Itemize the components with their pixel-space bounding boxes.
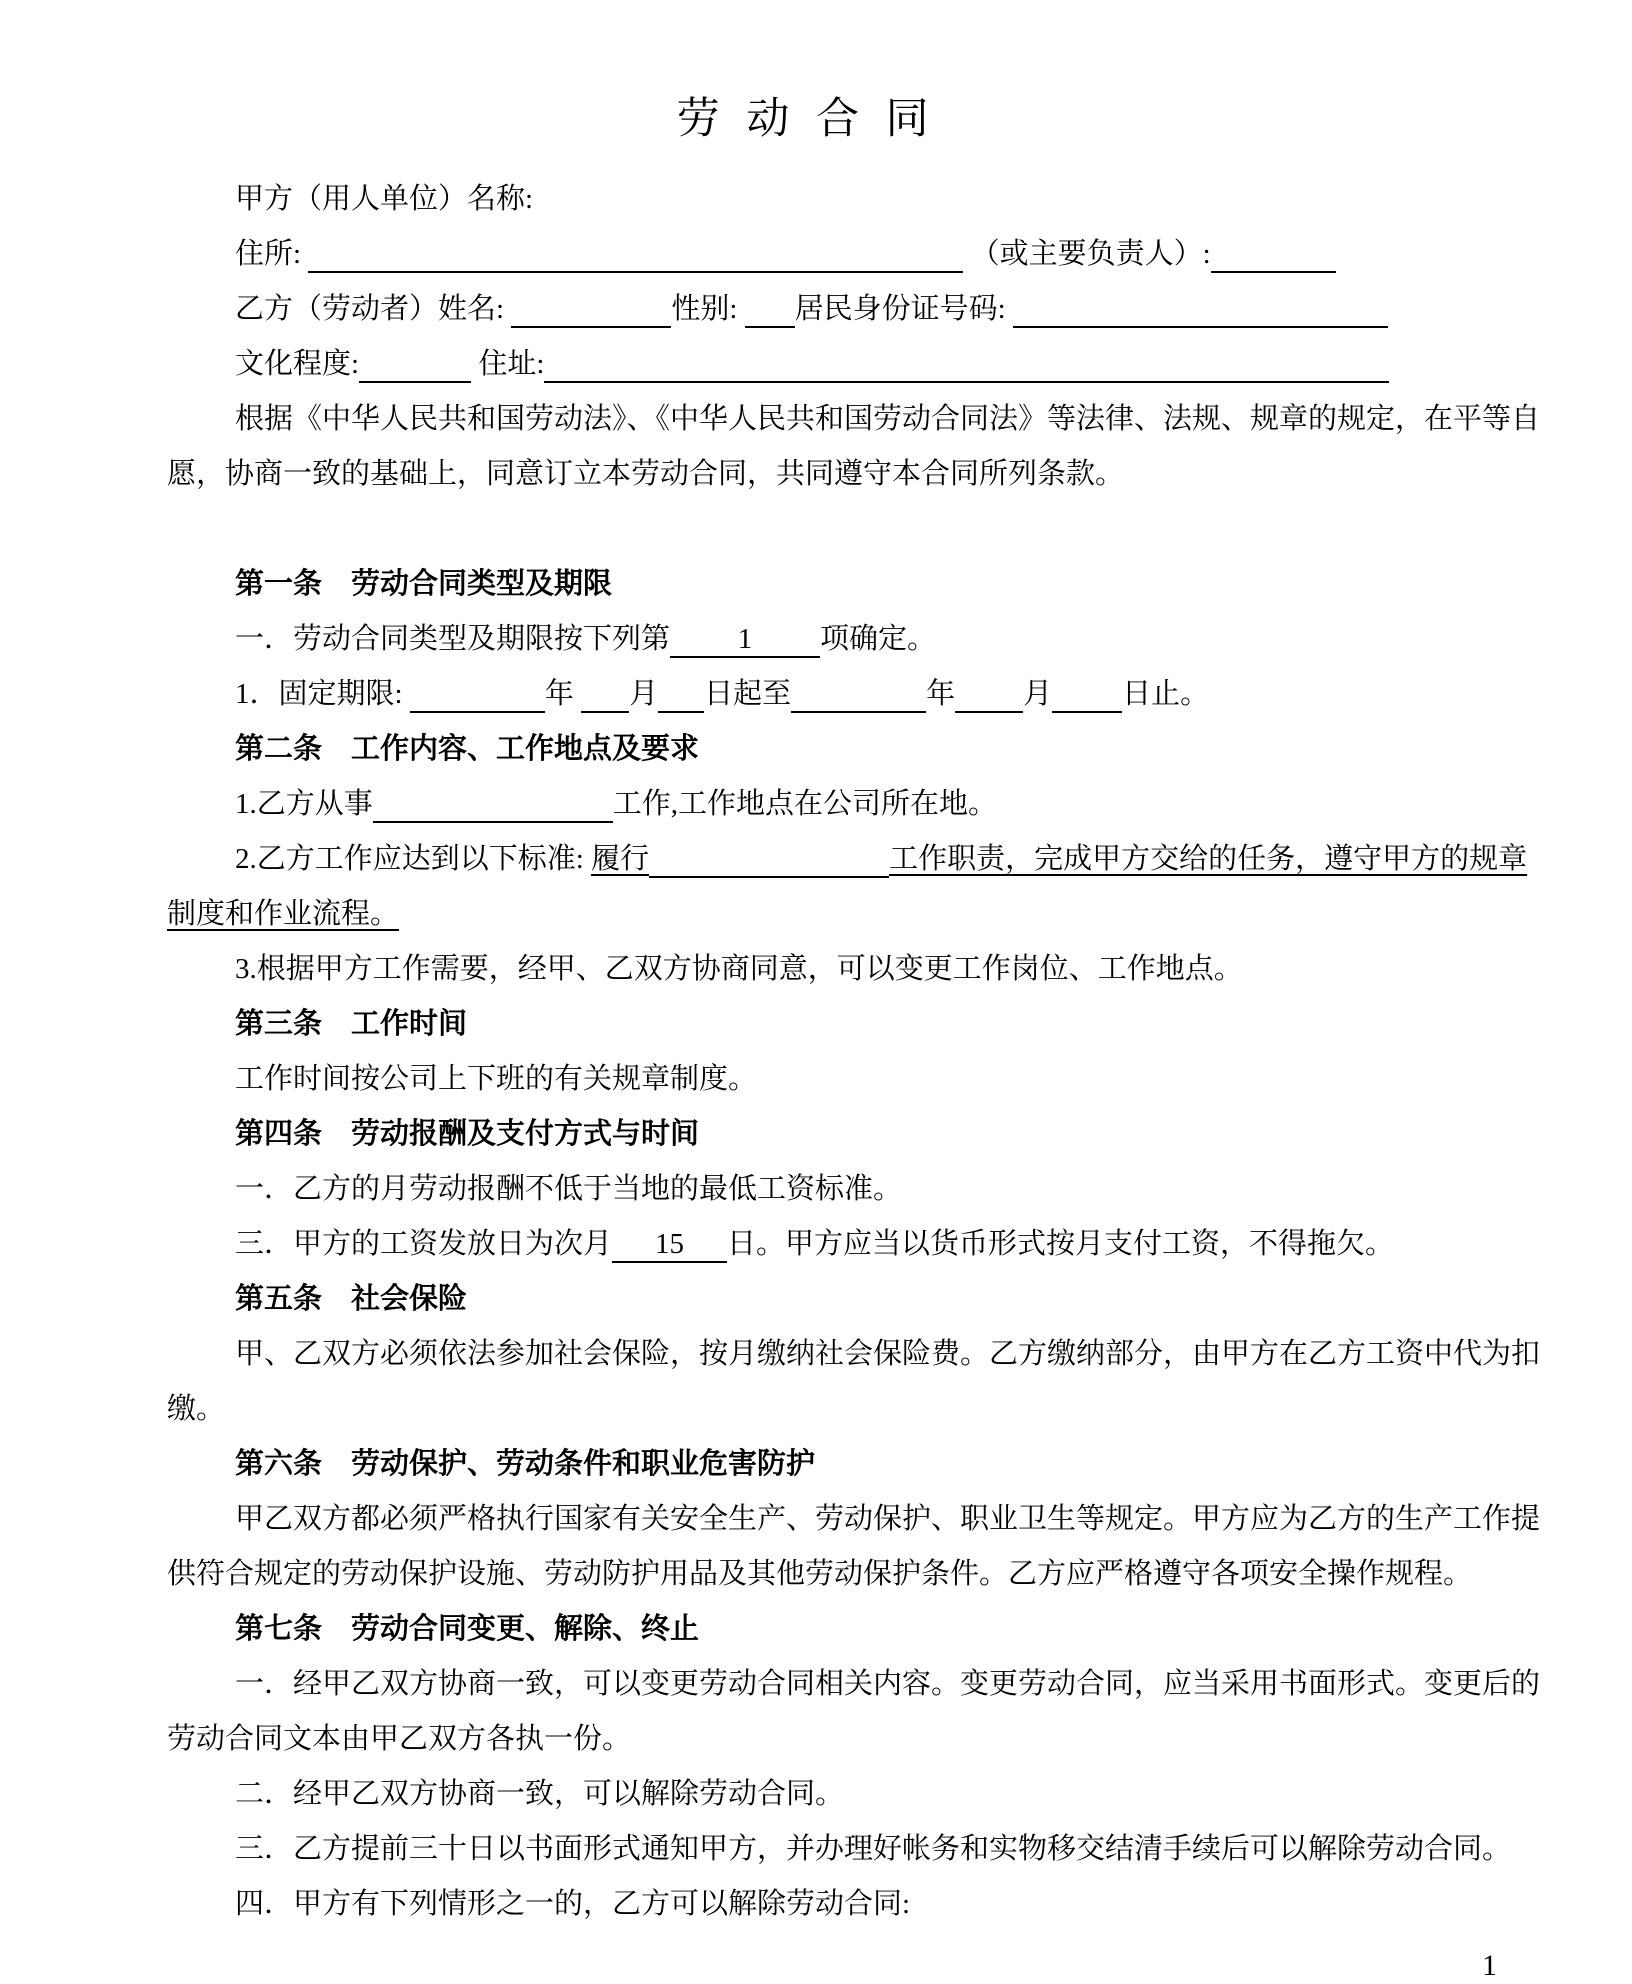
blank-field	[410, 679, 545, 713]
text-segment: 项确定。	[820, 623, 937, 655]
page-number: 1	[1482, 1949, 1497, 1982]
blank-field	[658, 679, 704, 713]
text-segment: 年	[544, 678, 582, 710]
article-1-heading	[167, 557, 1497, 612]
article-4-heading	[167, 1107, 1497, 1162]
blank-field	[511, 294, 671, 328]
article-6-body-line-1	[167, 1492, 1541, 1547]
article-7-item-1-line-2	[167, 1712, 1497, 1767]
article-6-body-line-2	[167, 1547, 1497, 1602]
article-3-body	[167, 1052, 1497, 1107]
blank-field	[373, 789, 613, 823]
blank-spacer-line	[167, 502, 1497, 557]
text-segment: 三．乙方提前三十日以书面形式通知甲方，并办理好帐务和实物移交结清手续后可以解除劳动合同。	[235, 1833, 1512, 1865]
article-7-item-1-line-1	[167, 1657, 1541, 1712]
article-5-heading	[167, 1272, 1497, 1327]
text-segment: 二．经甲乙双方协商一致，可以解除劳动合同。	[235, 1778, 845, 1810]
blank-field	[745, 294, 795, 328]
text-segment: 四．甲方有下列情形之一的，乙方可以解除劳动合同:	[235, 1888, 911, 1920]
article-7-item-2	[167, 1767, 1497, 1822]
text-segment: 劳动合同文本由甲乙双方各执一份。	[167, 1723, 632, 1755]
party-b-info-line	[167, 282, 1497, 337]
article-3-heading	[167, 997, 1497, 1052]
text-segment: 工作职责，完成甲方交给的任务，遵守甲方的规章	[889, 843, 1528, 875]
text-segment: 第二条 工作内容、工作地点及要求	[235, 733, 700, 765]
text-segment: 日起至	[704, 678, 792, 710]
text-segment: 住所:	[235, 238, 309, 270]
text-segment: 乙方（劳动者）姓名:	[235, 293, 512, 325]
article-2-item-2	[167, 832, 1528, 887]
text-segment: 一．劳动合同类型及期限按下列第	[235, 623, 671, 655]
text-segment: 根据《中华人民共和国劳动法》、《中华人民共和国劳动合同法》等法律、法规、规章的规定，在平等自	[235, 403, 1541, 435]
text-segment: 愿，协商一致的基础上，同意订立本劳动合同，共同遵守本合同所列条款。	[167, 458, 1125, 490]
blank-field	[359, 349, 471, 383]
document-body	[167, 172, 1541, 1932]
blank-field	[955, 679, 1023, 713]
blank-field	[649, 844, 889, 878]
document-title: 劳动合同	[676, 96, 956, 143]
text-segment: 月	[629, 678, 659, 710]
text-segment: 缴。	[167, 1393, 226, 1425]
blank-field	[1052, 679, 1122, 713]
text-segment: 工作,工作地点在公司所在地。	[612, 788, 998, 820]
article-2-item-3	[167, 942, 1497, 997]
blank-field	[1013, 294, 1388, 328]
filled-blank-field: 1	[670, 624, 820, 658]
article-4-item-2	[167, 1217, 1497, 1272]
blank-field	[791, 679, 926, 713]
article-2-heading	[167, 722, 1497, 777]
article-2-item-2-continuation	[167, 887, 1497, 942]
text-segment: 月	[1023, 678, 1053, 710]
party-b-education-line	[167, 337, 1497, 392]
article-7-heading	[167, 1602, 1497, 1657]
blank-field	[581, 679, 629, 713]
text-segment: 2.乙方工作应达到以下标准:	[235, 843, 592, 875]
text-segment: 日。甲方应当以货币形式按月支付工资，不得拖欠。	[727, 1228, 1395, 1260]
party-a-name-line	[167, 172, 1497, 227]
text-segment: 住址:	[471, 348, 545, 380]
filled-blank-field: 15	[612, 1229, 727, 1263]
article-1-item-2	[167, 667, 1497, 722]
text-segment: 供符合规定的劳动保护设施、劳动防护用品及其他劳动保护条件。乙方应严格遵守各项安全操作规程。	[167, 1558, 1473, 1590]
text-segment: 履行	[591, 843, 650, 875]
text-segment: 性别:	[671, 293, 745, 325]
intro-paragraph-line-1	[167, 392, 1541, 447]
text-segment: 一．乙方的月劳动报酬不低于当地的最低工资标准。	[235, 1173, 903, 1205]
text-segment: 第四条 劳动报酬及支付方式与时间	[235, 1118, 700, 1150]
article-2-item-1	[167, 777, 1497, 832]
text-segment: 文化程度:	[235, 348, 360, 380]
text-segment: 日止。	[1122, 678, 1210, 710]
article-7-item-4	[167, 1877, 1497, 1932]
text-segment: 第七条 劳动合同变更、解除、终止	[235, 1613, 700, 1645]
text-segment: 1.乙方从事	[235, 788, 373, 820]
text-segment: 甲方（用人单位）名称:	[235, 183, 534, 215]
article-1-item-1	[167, 612, 1497, 667]
text-segment: 三．甲方的工资发放日为次月	[235, 1228, 613, 1260]
text-segment: 3.根据甲方工作需要，经甲、乙双方协商同意，可以变更工作岗位、工作地点。	[235, 953, 1243, 985]
blank-field	[308, 239, 963, 273]
party-a-address-line	[167, 227, 1497, 282]
text-segment: 第五条 社会保险	[235, 1283, 468, 1315]
article-4-item-1	[167, 1162, 1497, 1217]
text-segment: 第六条 劳动保护、劳动条件和职业危害防护	[235, 1448, 816, 1480]
intro-paragraph-line-2	[167, 447, 1497, 502]
text-segment: 居民身份证号码:	[794, 293, 1013, 325]
blank-field	[1211, 239, 1336, 273]
article-5-body-line-1	[167, 1327, 1541, 1382]
text-segment: 第一条 劳动合同类型及期限	[235, 568, 613, 600]
text-segment: 1．固定期限:	[235, 678, 410, 710]
text-segment: 第三条 工作时间	[235, 1008, 468, 1040]
blank-field	[544, 349, 1389, 383]
article-6-heading	[167, 1437, 1497, 1492]
text-segment: 年	[926, 678, 956, 710]
text-segment: 制度和作业流程。	[167, 898, 400, 930]
text-segment: （或主要负责人）:	[963, 238, 1211, 270]
article-5-body-line-2	[167, 1382, 1497, 1437]
text-segment: 甲、乙双方必须依法参加社会保险，按月缴纳社会保险费。乙方缴纳部分，由甲方在乙方工资中代为扣	[235, 1338, 1541, 1370]
text-segment: 工作时间按公司上下班的有关规章制度。	[235, 1063, 758, 1095]
article-7-item-3	[167, 1822, 1512, 1877]
text-segment: 甲乙双方都必须严格执行国家有关安全生产、劳动保护、职业卫生等规定。甲方应为乙方的生产工作提	[235, 1503, 1541, 1535]
text-segment: 一．经甲乙双方协商一致，可以变更劳动合同相关内容。变更劳动合同，应当采用书面形式。变更后的	[235, 1668, 1541, 1700]
